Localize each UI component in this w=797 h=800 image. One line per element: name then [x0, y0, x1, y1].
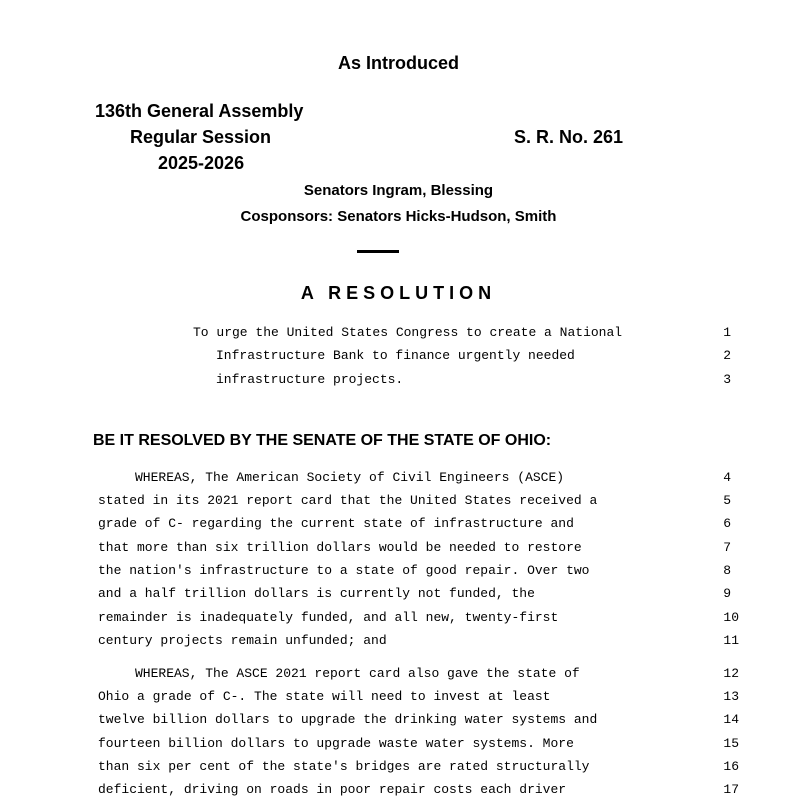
line-number: 1: [723, 325, 731, 340]
general-assembly: 136th General Assembly: [95, 101, 304, 121]
body-line: Ohio a grade of C-. The state will need to invest at least: [98, 689, 551, 704]
body-line: fourteen billion dollars to upgrade waste water systems. More: [98, 736, 574, 751]
line-number: 12: [723, 666, 739, 681]
purpose-line: To urge the United States Congress to create a National: [193, 325, 623, 340]
line-number: 16: [723, 759, 739, 774]
line-number: 4: [723, 470, 731, 485]
body-line: WHEREAS, The American Society of Civil Engineers (ASCE): [135, 470, 565, 485]
purpose-line: infrastructure projects.: [216, 372, 404, 387]
body-line: stated in its 2021 report card that the United States received a: [98, 493, 598, 508]
divider-rule: [357, 250, 399, 253]
bill-status: As Introduced: [337, 53, 459, 73]
line-number: 17: [723, 782, 739, 797]
sponsors: Senators Ingram, Blessing: [303, 182, 494, 199]
body-line: grade of C- regarding the current state of infrastructure and: [98, 516, 574, 531]
body-line: deficient, driving on roads in poor repair costs each driver: [98, 782, 567, 797]
body-line: century projects remain unfunded; and: [98, 633, 387, 648]
line-number: 10: [723, 610, 739, 625]
resolution-title: A RESOLUTION: [300, 283, 497, 303]
session-years: 2025-2026: [158, 153, 245, 173]
body-line: and a half trillion dollars is currently not funded, the: [98, 586, 535, 601]
body-line: the nation's infrastructure to a state of good repair. Over two: [98, 563, 590, 578]
cosponsors: Cosponsors: Senators Hicks-Hudson, Smith: [240, 208, 557, 225]
body-line: than six per cent of the state's bridges are rated structurally: [98, 759, 590, 774]
body-line: remainder is inadequately funded, and all new, twenty-first: [98, 610, 559, 625]
bill-number: S. R. No. 261: [514, 127, 624, 147]
line-number: 13: [723, 689, 739, 704]
line-number: 15: [723, 736, 739, 751]
line-number: 8: [723, 563, 731, 578]
line-number: 7: [723, 540, 731, 555]
line-number: 3: [723, 372, 731, 387]
session: Regular Session: [130, 127, 272, 147]
body-line: twelve billion dollars to upgrade the drinking water systems and: [98, 712, 598, 727]
line-number: 2: [723, 348, 731, 363]
body-line: that more than six trillion dollars would be needed to restore: [98, 540, 582, 555]
enacting-clause: BE IT RESOLVED BY THE SENATE OF THE STATE OF OHIO:: [93, 432, 552, 449]
line-number: 5: [723, 493, 731, 508]
line-number: 6: [723, 516, 731, 531]
body-line: WHEREAS, The ASCE 2021 report card also gave the state of: [135, 666, 580, 681]
line-number: 11: [723, 633, 739, 648]
line-number: 9: [723, 586, 731, 601]
purpose-line: Infrastructure Bank to finance urgently needed: [216, 348, 575, 363]
line-number: 14: [723, 712, 739, 727]
